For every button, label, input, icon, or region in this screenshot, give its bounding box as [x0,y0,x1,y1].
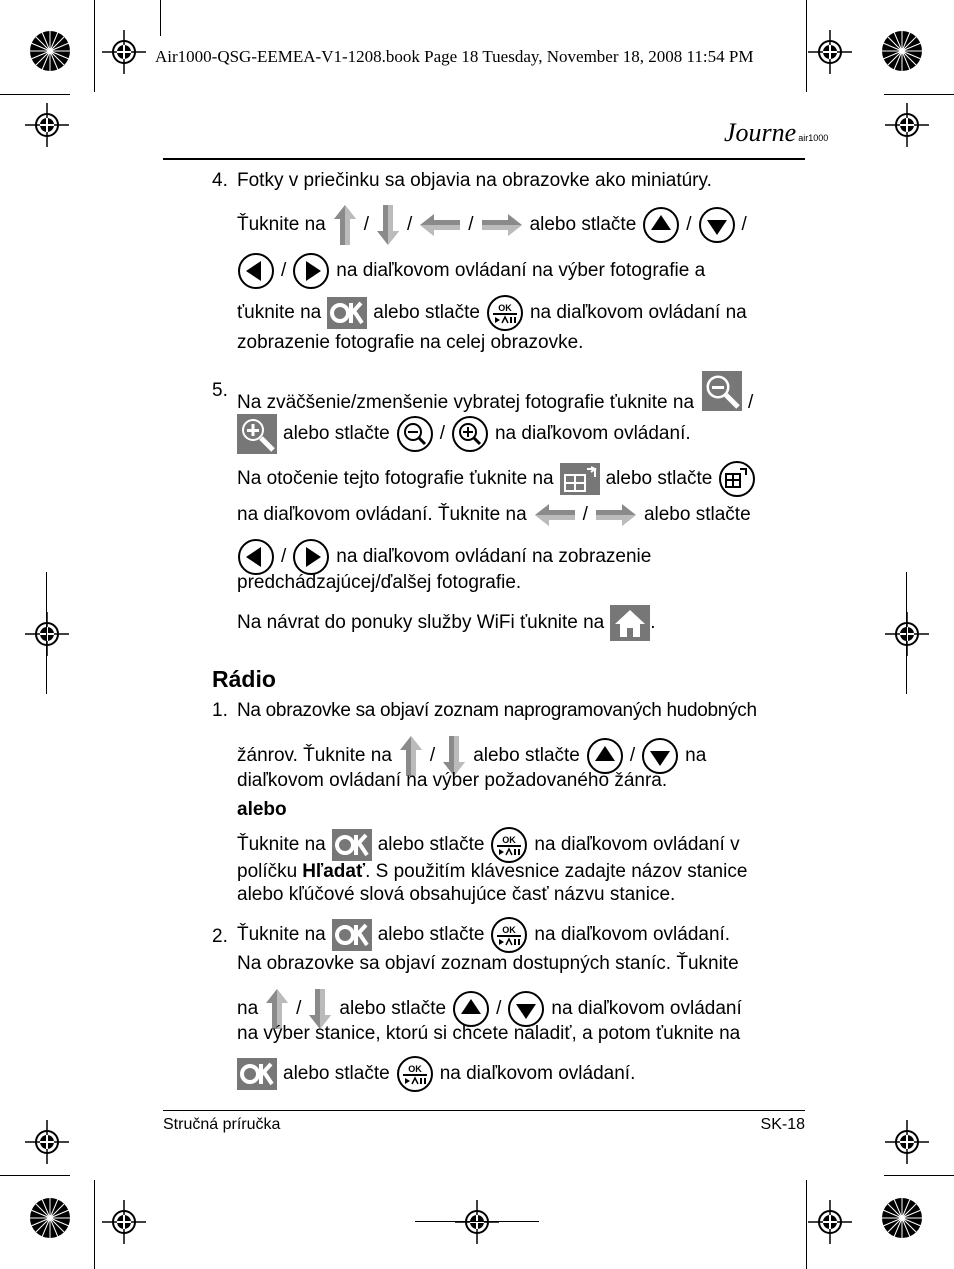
tap-ok-icon[interactable] [327,297,367,329]
text-line: Fotky v priečinku sa objavia na obrazovke ako miniatúry. [237,170,712,191]
text-line: diaľkovom ovládaní na výber požadovaného žánra. [237,770,668,791]
text-line: na diaľkovom ovládaní. Ťuknite na / alebo stlačte [237,502,751,528]
text-line: Na návrat do ponuky služby WiFi ťuknite na . [237,605,656,641]
text-line: na výber stanice, ktorú si chcete naladiť, a potom ťuknite na [237,1023,741,1044]
remote-right-button-icon [292,252,330,290]
crop-mark [415,1221,539,1222]
text-line: alebo stlačte / na diaľkovom ovládaní. [237,414,691,454]
print-header: Air1000-QSG-EEMEA-V1-1208.book Page 18 Tuesday, November 18, 2008 11:54 PM [155,47,754,66]
crop-mark [806,1180,807,1269]
logo-sub: air1000 [798,133,829,143]
color-bar-starburst-icon [28,29,72,73]
text-line: predchádzajúcej/ďalšej fotografie. [237,572,522,593]
item-number: 1. [212,700,228,721]
color-bar-starburst-icon [28,1196,72,1240]
registration-mark-icon [455,1200,499,1244]
crop-mark [94,1180,95,1269]
text-line: Ťuknite na alebo stlačte na diaľkovom ovládaní. [237,916,730,954]
registration-mark-icon [808,1200,852,1244]
crop-mark [884,94,954,95]
text-line: Ťuknite na alebo stlačte na diaľkovom ovládaní v [237,826,740,864]
color-bar-starburst-icon [880,1196,924,1240]
remote-right-button-icon [292,538,330,576]
tap-left-arrow-icon[interactable] [533,502,577,528]
registration-mark-icon [102,1200,146,1244]
item-number: 4. [212,170,228,191]
crop-mark [0,94,70,95]
text-line: / na diaľkovom ovládaní na zobrazenie [237,538,651,576]
text-line: alebo kľúčové slová obsahujúce časť názvu stanice. [237,884,676,905]
footer-rule [163,1110,805,1111]
tap-ok-icon[interactable] [237,1058,277,1090]
registration-mark-icon [808,30,852,74]
text-line: na / alebo stlačte / na diaľkovom ovládaní [237,987,742,1031]
tap-ok-icon[interactable] [332,829,372,861]
remote-left-button-icon [237,252,275,290]
remote-zoom-in-button-icon [451,415,489,453]
crop-mark [906,572,907,694]
crop-mark [806,0,807,92]
registration-mark-icon [885,103,929,147]
header-rule [163,158,805,160]
tap-zoom-out-icon[interactable] [702,371,742,411]
registration-mark-icon [885,1120,929,1164]
text-line: alebo [237,799,287,820]
text-line: Na zväčšenie/zmenšenie vybratej fotografie ťuknite na / [237,368,753,414]
tap-down-arrow-icon[interactable] [375,203,401,247]
tap-zoom-in-icon[interactable] [237,414,277,454]
text-line: Ťuknite na / / / alebo stlačte / / [237,203,747,247]
crop-mark [94,0,95,92]
text-line: žánrov. Ťuknite na / alebo stlačte / na [237,734,706,778]
tap-right-arrow-icon[interactable] [480,212,524,238]
text-line: alebo stlačte na diaľkovom ovládaní. [237,1055,635,1093]
registration-mark-icon [102,30,146,74]
remote-ok-play-button-icon [490,826,528,864]
registration-mark-icon [25,103,69,147]
logo-script: Journe [724,118,797,147]
crop-mark [160,0,161,36]
remote-ok-play-button-icon [396,1055,434,1093]
page-number: SK-18 [760,1116,805,1133]
remote-ok-play-button-icon [486,294,524,332]
registration-mark-icon [885,612,929,656]
crop-mark [884,1175,954,1176]
text-line: Na otočenie tejto fotografie ťuknite na alebo stlačte [237,460,756,498]
text-line: políčku Hľadať . S použitím klávesnice zadajte názov stanice [237,861,748,882]
journe-logo [724,118,828,148]
item-number: 2. [212,926,228,947]
tap-right-arrow-icon[interactable] [594,502,638,528]
remote-up-button-icon [642,206,680,244]
tap-ok-icon[interactable] [332,919,372,951]
text-line: ťuknite na alebo stlačte na diaľkovom ovládaní na [237,294,747,332]
tap-left-arrow-icon[interactable] [418,212,462,238]
remote-down-button-icon [698,206,736,244]
text-line: Na obrazovke sa objaví zoznam dostupných staníc. Ťuknite [237,953,739,974]
color-bar-starburst-icon [880,29,924,73]
registration-mark-icon [25,1120,69,1164]
tap-rotate-icon[interactable] [560,463,600,495]
remote-ok-play-button-icon [490,916,528,954]
text-line: zobrazenie fotografie na celej obrazovke. [237,332,584,353]
crop-mark [46,572,47,694]
registration-mark-icon [25,612,69,656]
crop-mark [0,1175,70,1176]
text-line: / na diaľkovom ovládaní na výber fotografie a [237,252,705,290]
remote-left-button-icon [237,538,275,576]
footer-left: Stručná príručka [163,1116,281,1133]
remote-zoom-out-button-icon [396,415,434,453]
section-title: Rádio [212,666,276,692]
remote-rotate-button-icon [718,460,756,498]
text-line: Na obrazovke sa objaví zoznam naprogramovaných hudobných [237,700,757,721]
tap-up-arrow-icon[interactable] [332,203,358,247]
tap-home-icon[interactable] [610,605,650,641]
item-number: 5. [212,380,228,401]
